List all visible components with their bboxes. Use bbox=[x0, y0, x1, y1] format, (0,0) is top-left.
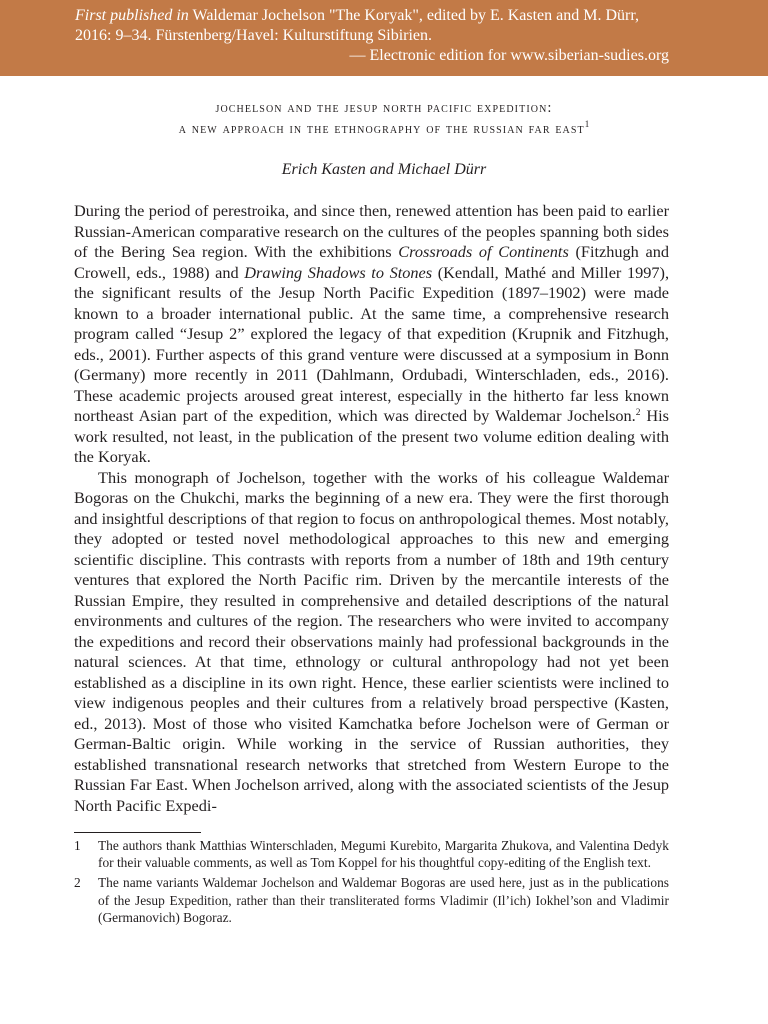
paragraph-2: This monograph of Jochelson, together with the works of his colleague Waldemar Bogoras on the Chukchi, marks the beginning of a new era. They were the first thorough and insightful descriptions of that region to focus on anthropological themes. Most notably, they adopted or tested novel methodological approaches to this new and emerging scientific discipline. This contrasts with reports from a number of 18th and 19th century ventures that explored the North Pacific rim. Driven by the mercantile interests of the Russian Empire, they resulted in comprehensive and detailed descriptions of the natural environments and cultures of the region. The researchers who were invited to accompany the expeditions and record their observations mainly had professional backgrounds in the natural sciences. At that time, ethnology or cultural anthropology had not yet been established as a discipline in its own right. Hence, these earlier scientists were inclined to view indigenous peoples and their cultures from a relatively broad perspective (Kasten, ed., 2013). Most of those who visited Kamchatka before Jochelson were of German or German-Baltic origin. While working in the service of Russian authorities, they established transnational research networks that stretched from Western Europe to the Russian Far East. When Jochelson arrived, along with the associated scientists of the Jesup North Pacific Expedi- bbox=[74, 467, 669, 815]
paragraph-1-text-b: (Fitzhugh and Crowell, eds., 1988) and bbox=[74, 242, 669, 282]
banner-electronic-edition: — Electronic edition for www.siberian-sudies.org bbox=[349, 47, 669, 64]
footnote-2 bbox=[74, 874, 669, 926]
title-line-2 bbox=[60, 119, 708, 140]
article-authors: Erich Kasten and Michael Dürr bbox=[281, 161, 487, 178]
footnotes bbox=[74, 837, 669, 929]
banner-citation: Waldemar Jochelson "The Koryak", edited by E. Kasten and M. Dürr, bbox=[188, 7, 640, 24]
footnote-text: The authors thank Matthias Winterschladen, Megumi Kurebito, Margarita Zhukova, and Valentina Dedyk for their valuable comments, as well as Tom Koppel for his thoughtful copy-editing of the English text. bbox=[98, 838, 669, 871]
footnote-divider bbox=[74, 832, 201, 833]
article-body bbox=[74, 201, 669, 816]
banner-line-1 bbox=[75, 6, 669, 26]
footnote-mark-2[interactable]: 2 bbox=[635, 408, 641, 418]
paragraph-1-text-a: During the period of perestroika, and since then, renewed attention has been paid to earlier Russian-American comparative research on the cultures of the peoples spanning both sides of the Bering Sea region. With the exhibitions bbox=[74, 201, 669, 261]
paragraph-1-text-d: His work resulted, not least, in the publication of the present two volume edition dealing with the Koryak. bbox=[74, 406, 669, 466]
banner-first-published: First published in bbox=[75, 7, 189, 24]
paragraph-1 bbox=[74, 201, 669, 468]
article-title bbox=[60, 98, 708, 140]
title-line-2-text: a new approach in the ethnography of the russian far east bbox=[178, 121, 585, 137]
exhibition-title-drawing-shadows: Drawing Shadows to Stones bbox=[244, 262, 433, 282]
footnote-text: The name variants Waldemar Jochelson and Waldemar Bogoras are used here, just as in the publications of the Jesup Expedition, rather than their transliterated forms Vladimir (Il’ich) Iokhel’son and Vladimir (Germanovich) Bogoraz. bbox=[98, 875, 669, 925]
paragraph-1-text-c: (Kendall, Mathé and Miller 1997), the significant results of the Jesup North Pacific Expedition (1897–1902) were made known to a broader international public. At the same time, a comprehensive research program called “Jesup 2” explored the legacy of that expedition (Krupnik and Fitzhugh, eds., 2001). Further aspects of this grand venture were discussed at a symposium in Bonn (Germany) more recently in 2011 (Dahlmann, Ordubadi, Winterschladen, eds., 2016). These academic projects aroused great interest, especially in the hitherto far less known northeast Asian part of the expedition, which was directed by Waldemar Jochelson. bbox=[74, 262, 670, 425]
title-footnote-mark[interactable]: 1 bbox=[584, 119, 590, 129]
footnote-number: 2 bbox=[74, 875, 81, 891]
publication-banner bbox=[0, 0, 768, 76]
exhibition-title-crossroads: Crossroads of Continents bbox=[398, 242, 569, 261]
title-line-1: jochelson and the jesup north pacific expedition: bbox=[215, 100, 553, 116]
footnote-number: 1 bbox=[74, 838, 81, 853]
banner-line-2: 2016: 9–34. Fürstenberg/Havel: Kulturstiftung Sibirien. bbox=[75, 27, 433, 44]
footnote-1 bbox=[74, 837, 669, 871]
